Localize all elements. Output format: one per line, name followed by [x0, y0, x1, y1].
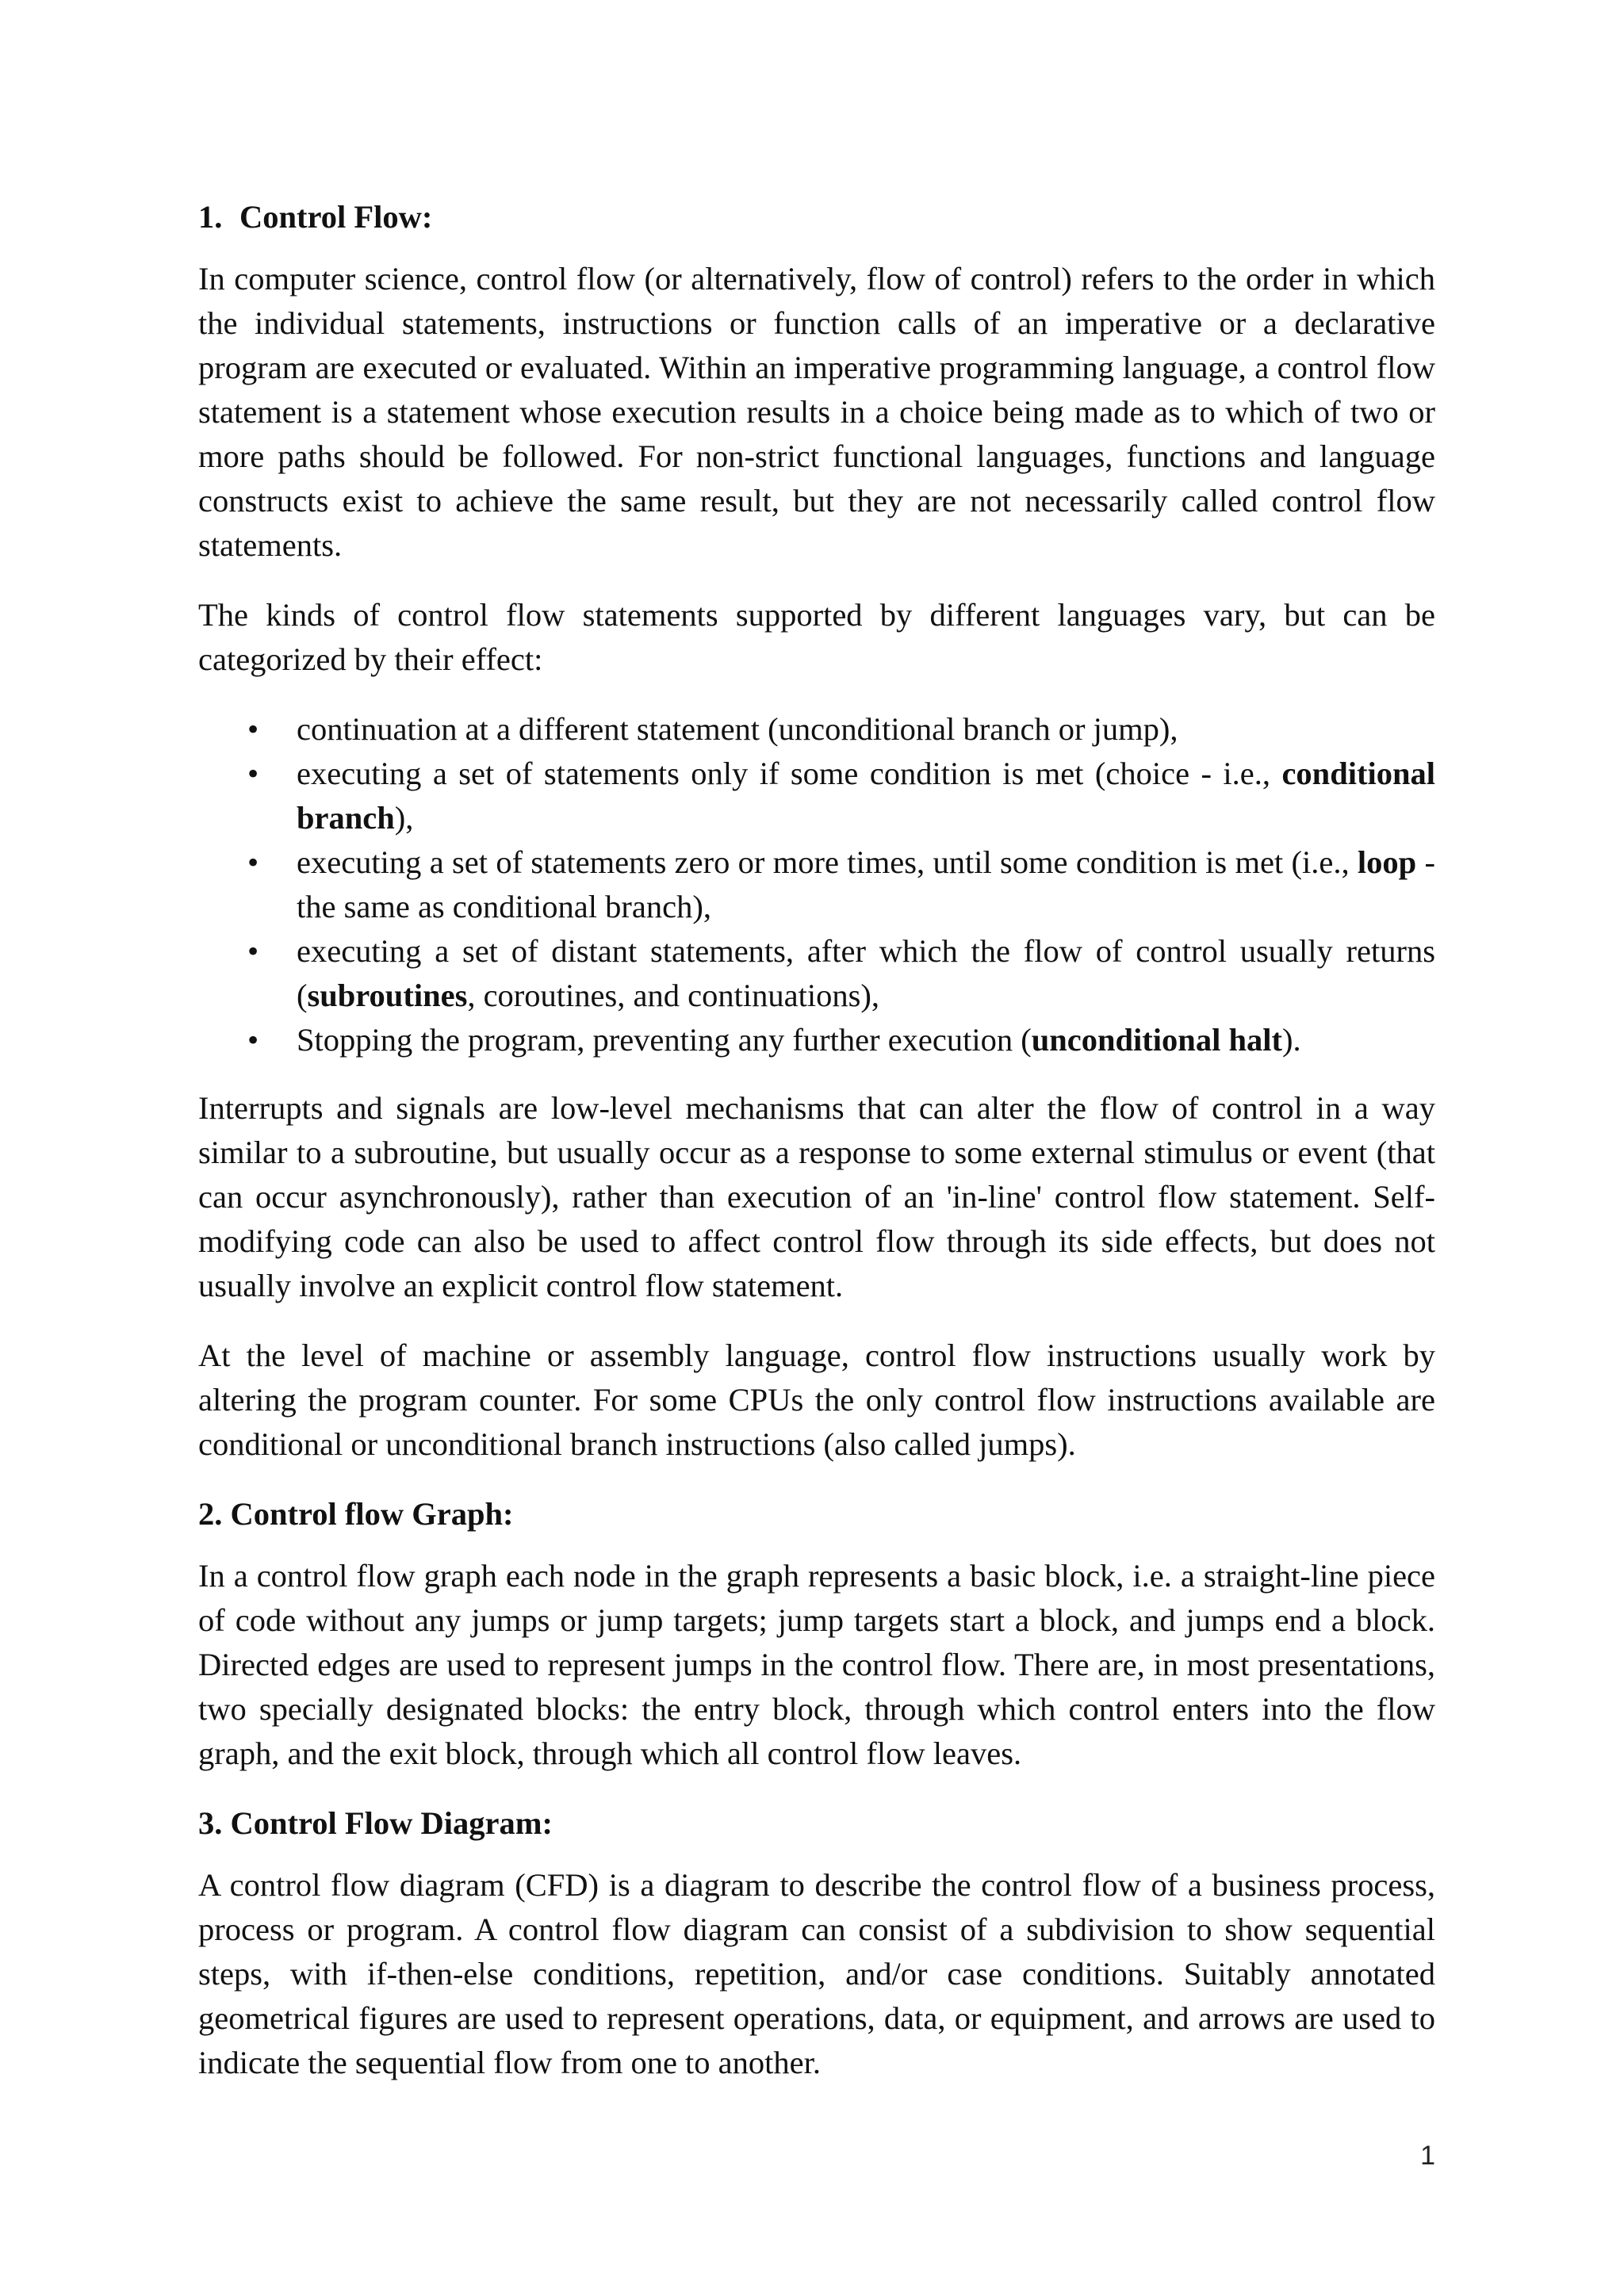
- section-2-heading: [198, 1492, 1435, 1536]
- bullet-icon: •: [247, 1022, 259, 1058]
- bullet-list: [198, 707, 1435, 1062]
- list-item-bold-term: unconditional halt: [1031, 1022, 1282, 1058]
- list-item-text: - the same as conditional branch),: [297, 844, 1435, 924]
- list-item-bold-term: conditional branch: [297, 756, 1435, 836]
- list-item-bold-term: loop: [1357, 844, 1417, 880]
- section-number: 1.: [198, 199, 223, 235]
- bullet-icon: •: [247, 844, 259, 880]
- list-item-text: executing a set of distant statements, after which the flow of control usually returns (: [297, 933, 1435, 1013]
- list-item-text: Stopping the program, preventing any further execution (: [297, 1022, 1032, 1058]
- list-item: [198, 752, 1435, 840]
- list-item: [198, 840, 1435, 929]
- section-title: Control Flow Diagram:: [230, 1805, 553, 1841]
- section-1-heading: [198, 195, 1435, 239]
- paragraph: In computer science, control flow (or alternatively, flow of control) refers to the order in which the individual statements, instructions or function calls of an imperative or a declarative program are executed or evaluated. Within an imperative programming language, a control flow statement is a statement whose execution results in a choice being made as to which of two or more paths should be followed. For non-strict functional languages, functions and language constructs exist to achieve the same result, but they are not necessarily called control flow statements.: [198, 261, 1435, 563]
- list-item: [198, 929, 1435, 1018]
- list-item-text: , coroutines, and continuations),: [467, 978, 879, 1013]
- section-3-heading: [198, 1801, 1435, 1846]
- bullet-icon: •: [247, 933, 259, 969]
- paragraph: A control flow diagram (CFD) is a diagram to describe the control flow of a business process, process or program. A control flow diagram can consist of a subdivision to show sequential steps, with if-then-else conditions, repetition, and/or case conditions. Suitably annotated geometrical figures are used to represent operations, data, or equipment, and arrows are used to indicate the sequential flow from one to another.: [198, 1867, 1435, 2080]
- paragraph: In a control flow graph each node in the graph represents a basic block, i.e. a straight-line piece of code without any jumps or jump targets; jump targets start a block, and jumps end a block. Directed edges are used to represent jumps in the control flow. There are, in most presentations, two specially designated blocks: the entry block, through which control enters into the flow graph, and the exit block, through which all control flow leaves.: [198, 1558, 1435, 1771]
- list-item-bold-term: subroutines: [307, 978, 468, 1013]
- bullet-icon: •: [247, 756, 259, 791]
- section-number: 3.: [198, 1805, 223, 1841]
- list-item: [198, 1018, 1435, 1062]
- section-title: Control Flow:: [239, 199, 433, 235]
- list-item-text: ),: [394, 800, 414, 836]
- list-item-text: continuation at a different statement (unconditional branch or jump),: [297, 711, 1178, 747]
- document-page: [198, 195, 1435, 2110]
- paragraph: The kinds of control flow statements supported by different languages vary, but can be categorized by their effect:: [198, 597, 1435, 677]
- list-item-text: executing a set of statements only if some condition is met (choice - i.e.,: [297, 756, 1282, 791]
- page-number: 1: [1420, 2141, 1435, 2171]
- list-item-text: ).: [1281, 1022, 1301, 1058]
- list-item-text: executing a set of statements zero or more times, until some condition is met (i.e.,: [297, 844, 1358, 880]
- bullet-icon: •: [247, 711, 259, 747]
- paragraph: Interrupts and signals are low-level mechanisms that can alter the flow of control in a way similar to a subroutine, but usually occur as a response to some external stimulus or event (that can occur asynchronously), rather than execution of an 'in-line' control flow statement. Self-modifying code can also be used to affect control flow through its side effects, but does not usually involve an explicit control flow statement.: [198, 1090, 1435, 1303]
- section-title: Control flow Graph:: [230, 1496, 514, 1532]
- section-number: 2.: [198, 1496, 223, 1532]
- list-item: [198, 707, 1435, 752]
- paragraph: At the level of machine or assembly language, control flow instructions usually work by altering the program counter. For some CPUs the only control flow instructions available are conditional or unconditional branch instructions (also called jumps).: [198, 1337, 1435, 1462]
